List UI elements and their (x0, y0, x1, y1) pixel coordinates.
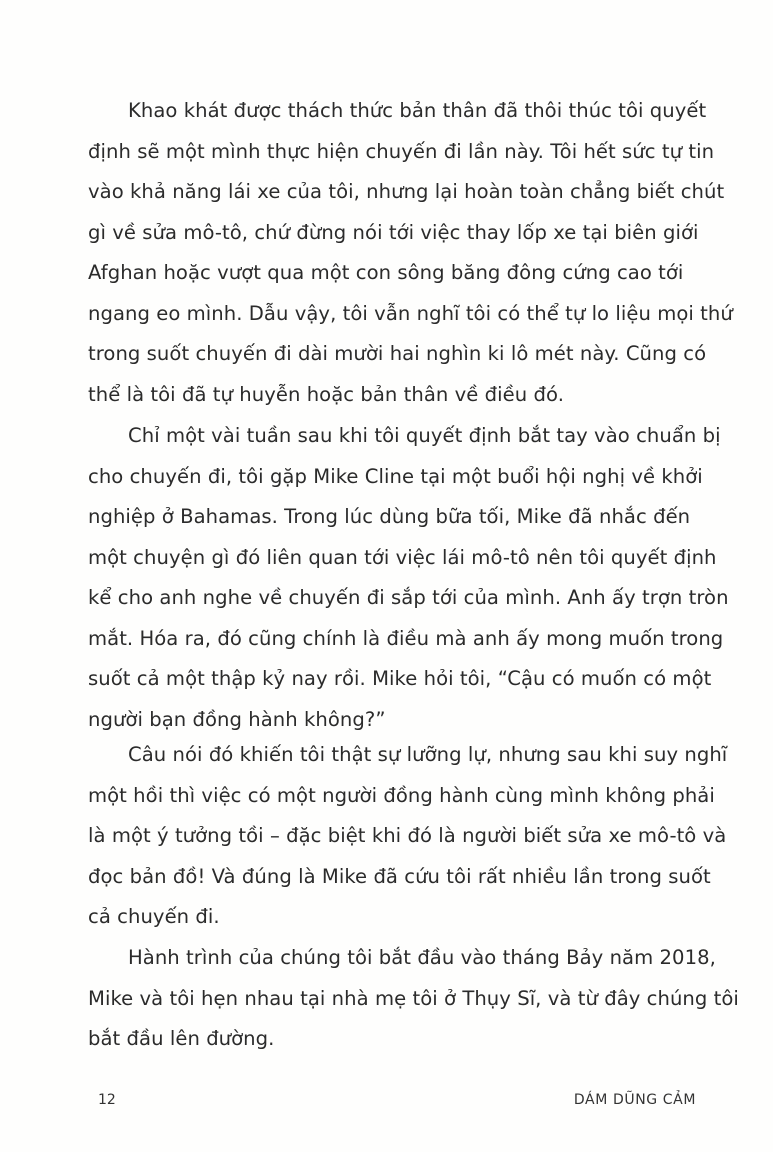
text-line: gì về sửa mô-tô, chứ đừng nói tới việc thay lốp xe tại biên giới (88, 220, 699, 244)
text-line: kể cho anh nghe về chuyến đi sắp tới của mình. Anh ấy trợn tròn (88, 586, 729, 609)
text-line: một hồi thì việc có một người đồng hành cùng mình không phải (88, 783, 715, 807)
text-line: đọc bản đồ! Và đúng là Mike đã cứu tôi rất nhiều lần trong suốt (88, 864, 711, 888)
text-line: định sẽ một mình thực hiện chuyến đi lần này. Tôi hết sức tự tin (88, 139, 715, 163)
text-line: vào khả năng lái xe của tôi, nhưng lại hoàn toàn chẳng biết chút (88, 180, 725, 203)
text-line: Khao khát được thách thức bản thân đã thôi thúc tôi quyết (128, 99, 707, 122)
text-line: nghiệp ở Bahamas. Trong lúc dùng bữa tối, Mike đã nhắc đến (88, 505, 691, 528)
text-line: suốt cả một thập kỷ nay rồi. Mike hỏi tôi, “Cậu có muốn có một (88, 667, 712, 690)
text-line: người bạn đồng hành không?” (88, 707, 386, 731)
text-line: Hành trình của chúng tôi bắt đầu vào tháng Bảy năm 2018, (128, 946, 716, 969)
text-line: thể là tôi đã tự huyễn hoặc bản thân về điều đó. (88, 382, 564, 406)
paragraph-3 (88, 735, 728, 938)
text-line: cả chuyến đi. (88, 905, 220, 928)
text-line: một chuyện gì đó liên quan tới việc lái mô-tô nên tôi quyết định (88, 545, 717, 569)
paragraph-1 (88, 91, 733, 415)
text-line: là một ý tưởng tồi – đặc biệt khi đó là người biết sửa xe mô-tô và (88, 824, 727, 847)
text-line: Chỉ một vài tuần sau khi tôi quyết định bắt tay vào chuẩn bị (128, 424, 721, 447)
page-number: 12 (98, 1092, 116, 1108)
text-line: ngang eo mình. Dẫu vậy, tôi vẫn nghĩ tôi có thể tự lo liệu mọi thứ (88, 301, 733, 325)
text-line: mắt. Hóa ra, đó cũng chính là điều mà anh ấy mong muốn trong (88, 626, 724, 650)
text-line: bắt đầu lên đường. (88, 1027, 275, 1050)
running-title: DÁM DŨNG CẢM (573, 1092, 696, 1108)
paragraph-2 (88, 416, 729, 740)
text-line: trong suốt chuyến đi dài mười hai nghìn ki lô mét này. Cũng có (88, 342, 707, 365)
text-line: cho chuyến đi, tôi gặp Mike Cline tại một buổi hội nghị về khởi (88, 464, 703, 488)
text-line: Mike và tôi hẹn nhau tại nhà mẹ tôi ở Thụy Sĩ, và từ đây chúng tôi (88, 986, 739, 1010)
paragraph-4 (88, 938, 739, 1060)
text-line: Afghan hoặc vượt qua một con sông băng đông cứng cao tới (88, 261, 684, 284)
text-line: Câu nói đó khiến tôi thật sự lưỡng lự, nhưng sau khi suy nghĩ (128, 743, 728, 766)
